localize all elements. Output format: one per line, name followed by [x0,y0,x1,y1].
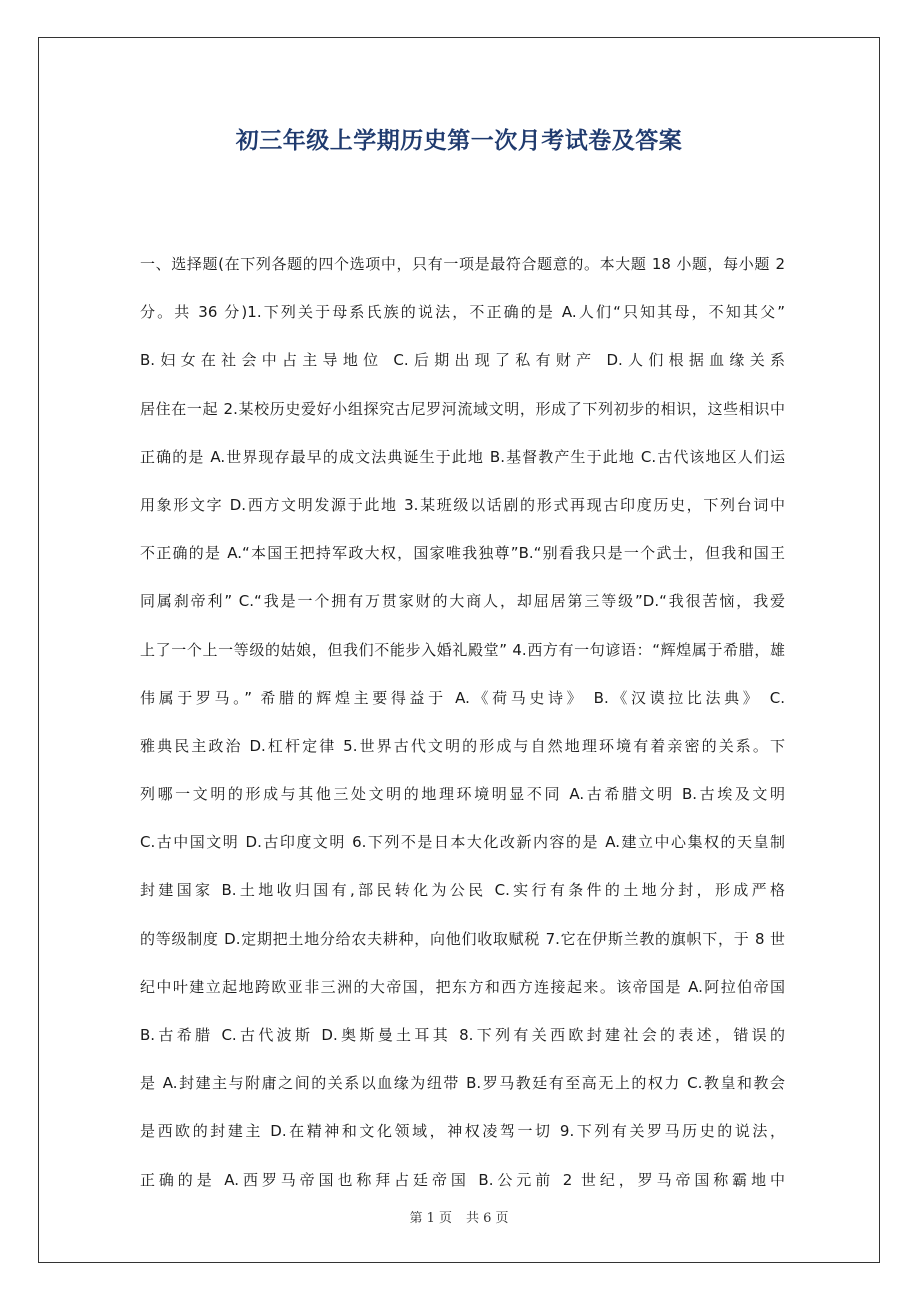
text-line: 用象形文字 D.西方文明发源于此地 3.某班级以话剧的形式再现古印度历史，下列台词中 [140,495,785,514]
document-body [140,240,785,1204]
text-line: 的等级制度 D.定期把土地分给农夫耕种，向他们收取赋税 7.它在伊斯兰教的旗帜下，于 8 世 [140,929,785,948]
text-line: 一、选择题(在下列各题的四个选项中，只有一项是最符合题意的。本大题 18 小题，每小题 2 [140,255,785,273]
text-line: B.古希腊 C.古代波斯 D.奥斯曼土耳其 8.下列有关西欧封建社会的表述，错误的 [140,1026,785,1044]
text-line: 不正确的是 A.“本国王把持军政大权，国家唯我独尊”B.“别看我只是一个武士，但我和国王 [140,544,785,563]
text-line: 居住在一起 2.某校历史爱好小组探究古尼罗河流域文明，形成了下列初步的相识，这些相识中 [140,399,785,418]
text-line: 雅典民主政治 D.杠杆定律 5.世界古代文明的形成与自然地理环境有着亲密的关系。下 [140,736,785,755]
text-line: 是西欧的封建主 D.在精神和文化领域，神权凌驾一切 9.下列有关罗马历史的说法， [140,1122,785,1141]
text-line: 伟属于罗马。” 希腊的辉煌主要得益于 A.《荷马史诗》 B.《汉谟拉比法典》 C. [140,688,785,707]
text-line: 列哪一文明的形成与其他三处文明的地理环境明显不同 A.古希腊文明 B.古埃及文明 [140,785,785,804]
text-line: C.古中国文明 D.古印度文明 6.下列不是日本大化改新内容的是 A.建立中心集权的天皇制 [140,833,785,852]
text-line: 同属刹帝利” C.“我是一个拥有万贯家财的大商人，却屈居第三等级”D.“我很苦恼，我爱 [140,592,785,611]
page-number: 第 1 页 [409,1211,452,1226]
text-line: 封建国家 B.土地收归国有,部民转化为公民 C.实行有条件的土地分封，形成严格 [140,881,785,900]
text-line: 纪中叶建立起地跨欧亚非三洲的大帝国，把东方和西方连接起来。该帝国是 A.阿拉伯帝国 [140,977,785,996]
text-line: B.妇女在社会中占主导地位 C.后期出现了私有财产 D.人们根据血缘关系 [140,351,785,370]
page-total: 共 6 页 [466,1211,509,1226]
text-line: 上了一个上一等级的姑娘，但我们不能步入婚礼殿堂” 4.西方有一句谚语：“辉煌属于希腊，雄 [140,640,785,659]
document-title: 初三年级上学期历史第一次月考试卷及答案 [235,128,683,154]
text-line: 正确的是 A.世界现存最早的成文法典诞生于此地 B.基督教产生于此地 C.古代该地区人们运 [140,447,785,466]
text-line: 分。共 36 分)1.下列关于母系氏族的说法，不正确的是 A.人们“只知其母，不知其父” [140,303,785,322]
text-line: 正确的是 A.西罗马帝国也称拜占廷帝国 B.公元前 2 世纪，罗马帝国称霸地中 [140,1170,785,1189]
page-footer [38,1207,880,1226]
text-line: 是 A.封建主与附庸之间的关系以血缘为纽带 B.罗马教廷有至高无上的权力 C.教皇和教会 [140,1074,785,1093]
